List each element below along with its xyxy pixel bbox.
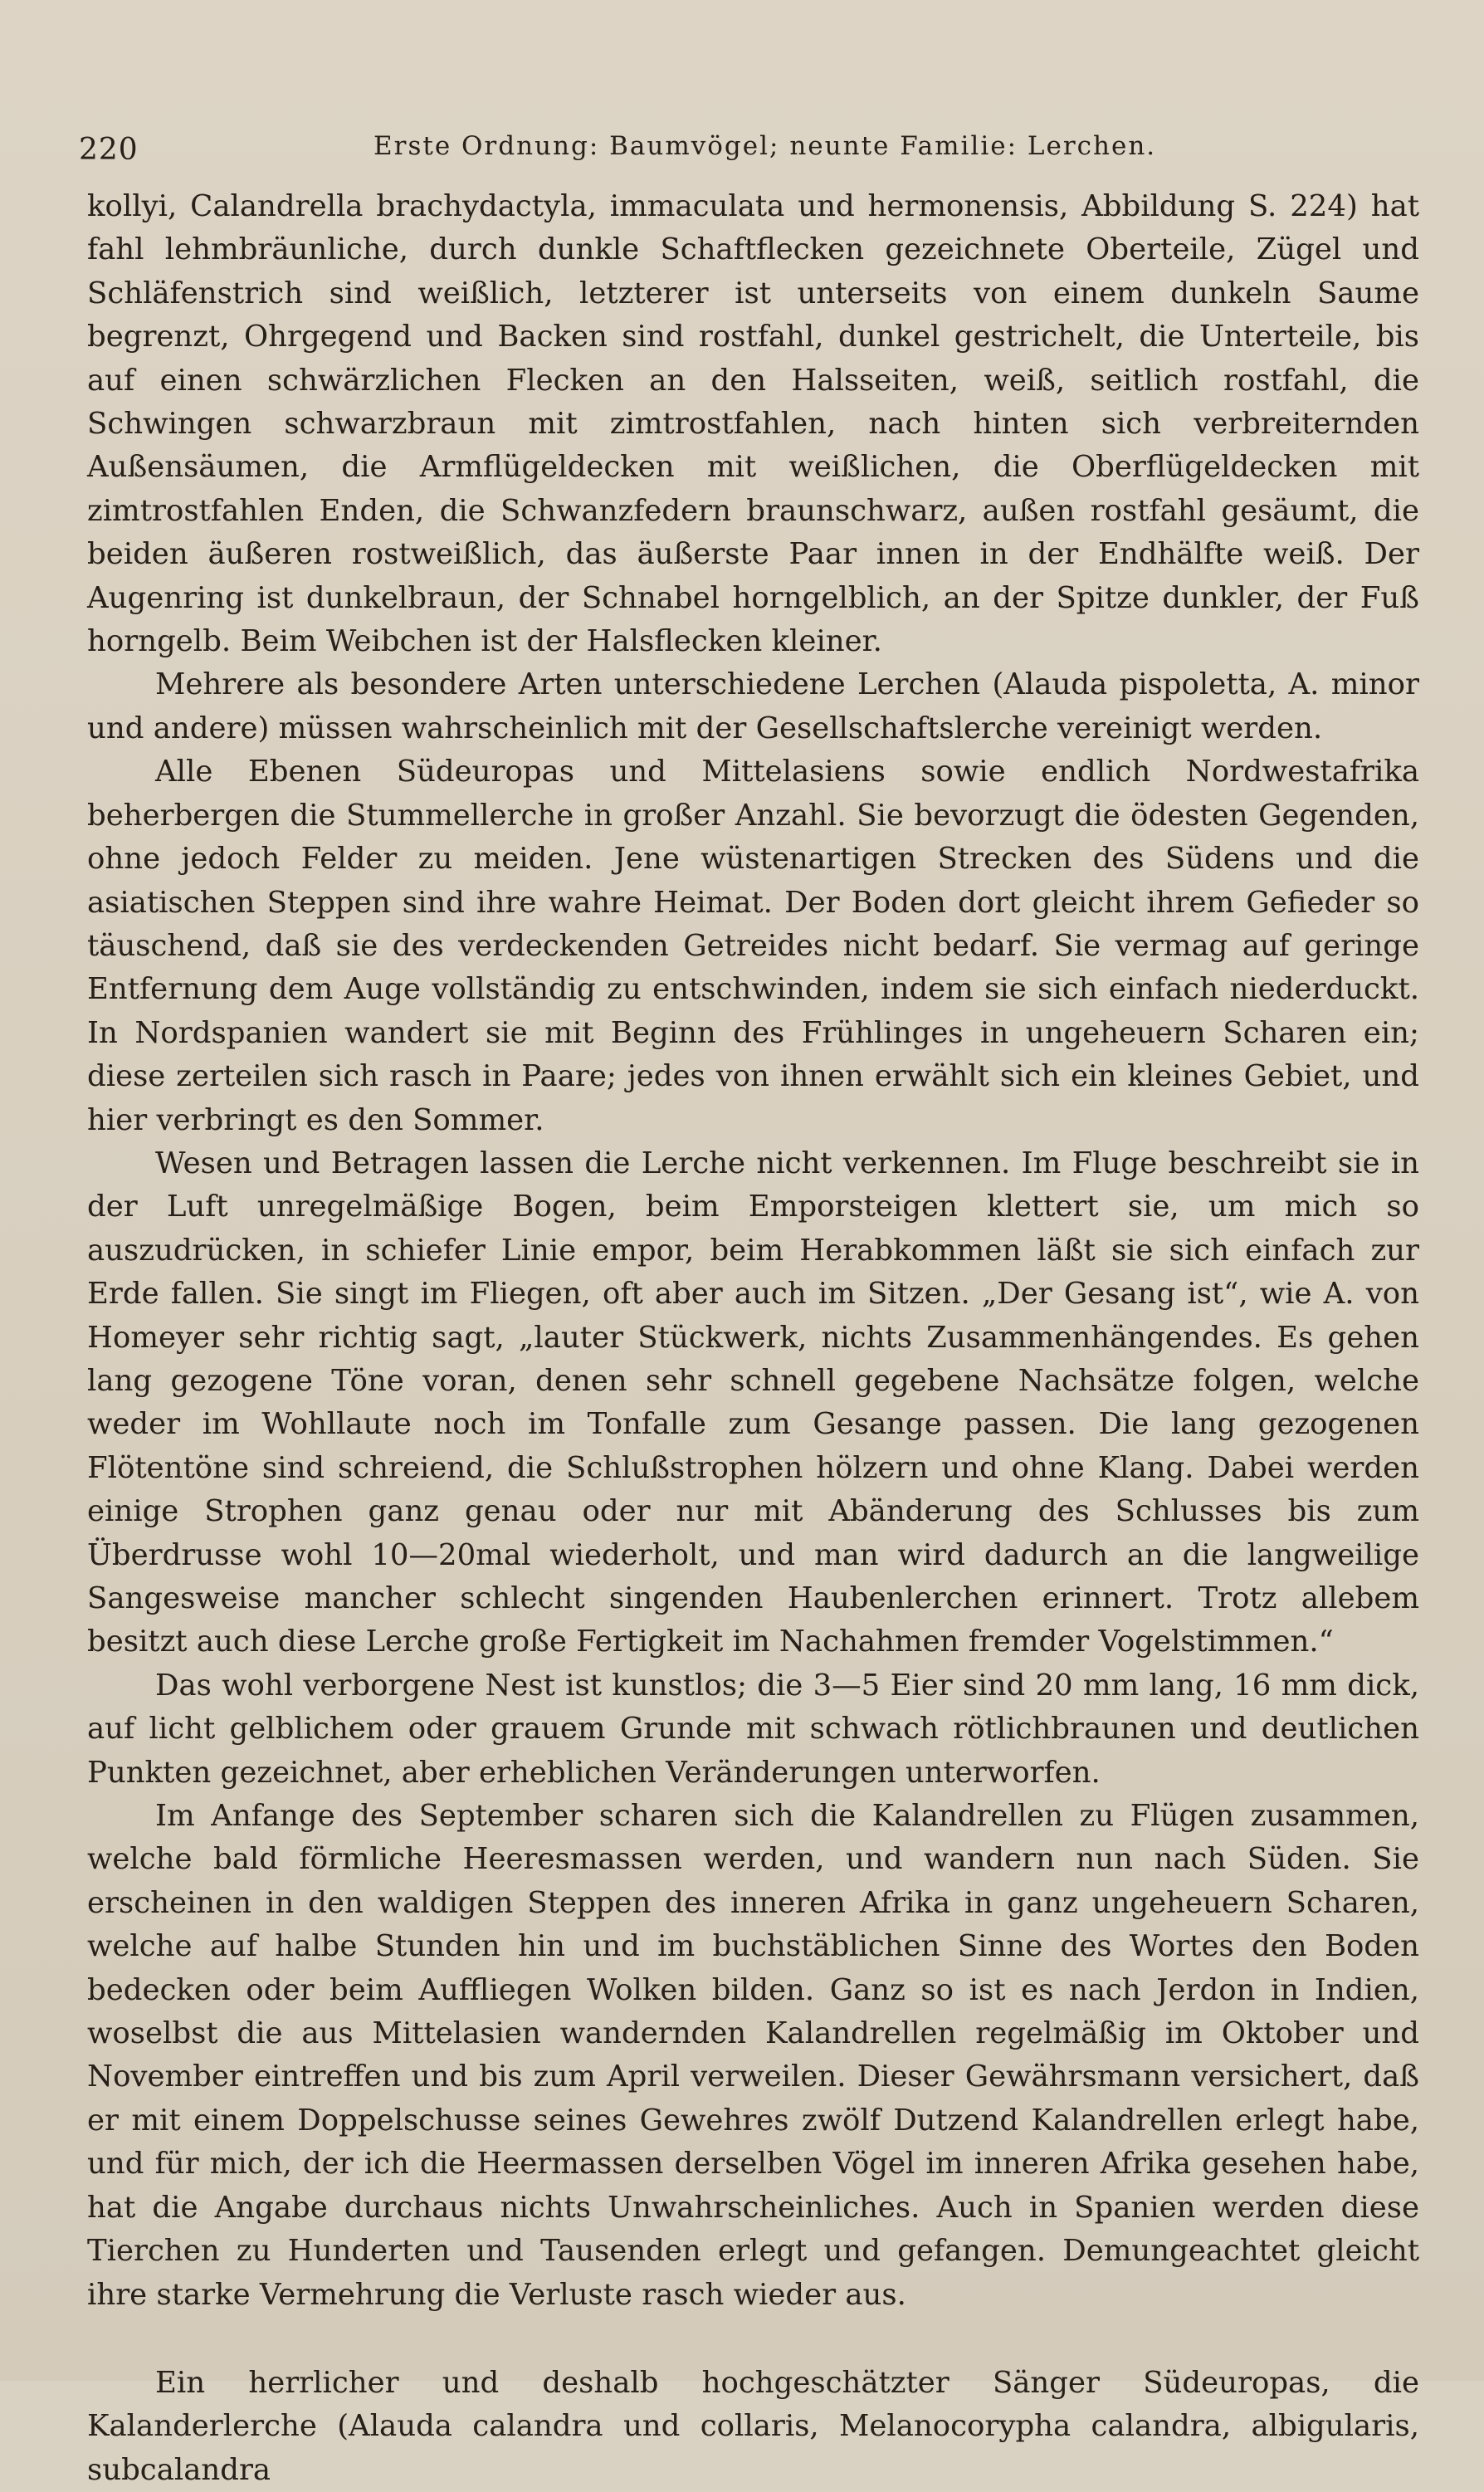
section-gap <box>87 2317 1419 2362</box>
paragraph-related-species: Mehrere als besondere Arten unterschiedene Lerchen (Alauda pispoletta, A. minor und andere) müssen wahrscheinlich mit der Gesellschaftslerche vereinigt werden. <box>87 667 1419 745</box>
body-text <box>87 185 1419 2492</box>
paragraph-kalanderlerche: Ein herrlicher und deshalb hochgeschätzter Sänger Südeuropas, die Kalanderlerche (Alauda calandra und collaris, Melanocorypha calandra, albigularis, subcalandra <box>87 2365 1419 2487</box>
paragraph-nest: Das wohl verborgene Nest ist kunstlos; die 3—5 Eier sind 20 mm lang, 16 mm dick, auf licht gelblichem oder grauem Grunde mit schwach rötlichbraunen und deutlichen Punkten gezeichnet, aber erheblichen Veränderungen unterworfen. <box>87 1668 1419 1790</box>
paragraph-distribution: Alle Ebenen Südeuropas und Mittelasiens sowie endlich Nordwestafrika beherbergen die Stummellerche in großer Anzahl. Sie bevorzugt die ödesten Gegenden, ohne jedoch Felder zu meiden. Jene wüstenartigen Strecken des Südens und die asiatischen Steppen sind ihre wahre Heimat. Der Boden dort gleicht ihrem Gefieder so täuschend, daß sie des verdeckenden Getreides nicht bedarf. Sie vermag auf geringe Entfernung dem Auge vollständig zu entschwinden, indem sie sich einfach niederduckt. In Nordspanien wandert sie mit Beginn des Frühlinges in ungeheuern Scharen ein; diese zerteilen sich rasch in Paare; jedes von ihnen erwählt sich ein kleines Gebiet, und hier verbringt es den Sommer. <box>87 755 1419 1137</box>
paragraph-description: kollyi, Calandrella brachydactyla, immaculata und hermonensis, Abbildung S. 224) hat fahl lehmbräunliche, durch dunkle Schaftflecken gezeichnete Oberteile, Zügel und Schläfenstrich sind weißlich, letzterer ist unterseits von einem dunkeln Saume begrenzt, Ohrgegend und Backen sind rostfahl, dunkel gestrichelt, die Unterteile, bis auf einen schwärzlichen Flecken an den Halsseiten, weiß, seitlich rostfahl, die Schwingen schwarzbraun mit zimtrostfahlen, nach hinten sich verbreiternden Außensäumen, die Armflügeldecken mit weißlichen, die Oberflügeldecken mit zimtrostfahlen Enden, die Schwanzfedern braunschwarz, außen rostfahl gesäumt, die beiden äußeren rostweißlich, das äußerste Paar innen in der Endhälfte weiß. Der Augenring ist dunkelbraun, der Schnabel horngelblich, an der Spitze dunkler, der Fuß horngelb. Beim Weibchen ist der Halsflecken kleiner. <box>87 189 1419 659</box>
running-head: Erste Ordnung: Baumvögel; neunte Familie: Lerchen. <box>373 131 1157 161</box>
paragraph-migration: Im Anfange des September scharen sich die Kalandrellen zu Flügen zusammen, welche bald förmliche Heeresmassen werden, und wandern nun nach Süden. Sie erscheinen in den waldigen Steppen des inneren Afrika in ganz ungeheuern Scharen, welche auf halbe Stunden hin und im buchstäblichen Sinne des Wortes den Boden bedecken oder beim Auffliegen Wolken bilden. Ganz so ist es nach Jerdon in Indien, woselbst die aus Mittelasien wandernden Kalandrellen regelmäßig im Oktober und November eintreffen und bis zum April verweilen. Dieser Gewährsmann versichert, daß er mit einem Doppelschusse seines Gewehres zwölf Dutzend Kalandrellen erlegt habe, und für mich, der ich die Heermassen derselben Vögel im inneren Afrika gesehen habe, hat die Angabe durchaus nichts Unwahrscheinliches. Auch in Spanien werden diese Tierchen zu Hunderten und Tausenden erlegt und gefangen. Demungeachtet gleicht ihre starke Vermehrung die Verluste rasch wieder aus. <box>87 1799 1419 2312</box>
page-header <box>79 125 1423 174</box>
page-number: 220 <box>79 133 139 167</box>
paragraph-behavior: Wesen und Betragen lassen die Lerche nicht verkennen. Im Fluge beschreibt sie in der Luft unregelmäßige Bogen, beim Emporsteigen klettert sie, um mich so auszudrücken, in schiefer Linie empor, beim Herabkommen läßt sie sich einfach zur Erde fallen. Sie singt im Fliegen, oft aber auch im Sitzen. „Der Gesang ist“, wie A. von Homeyer sehr richtig sagt, „lauter Stückwerk, nichts Zusammenhängendes. Es gehen lang gezogene Töne voran, denen sehr schnell gegebene Nachsätze folgen, welche weder im Wohllaute noch im Tonfalle zum Gesange passen. Die lang gezogenen Flötentöne sind schreiend, die Schlußstrophen hölzern und ohne Klang. Dabei werden einige Strophen ganz genau oder nur mit Abänderung des Schlusses bis zum Überdrusse wohl 10—20mal wiederholt, und man wird dadurch an die langweilige Sangesweise mancher schlecht singenden Haubenlerchen erinnert. Trotz allebem besitzt auch diese Lerche große Fertigkeit im Nachahmen fremder Vogelstimmen.“ <box>87 1146 1419 1659</box>
